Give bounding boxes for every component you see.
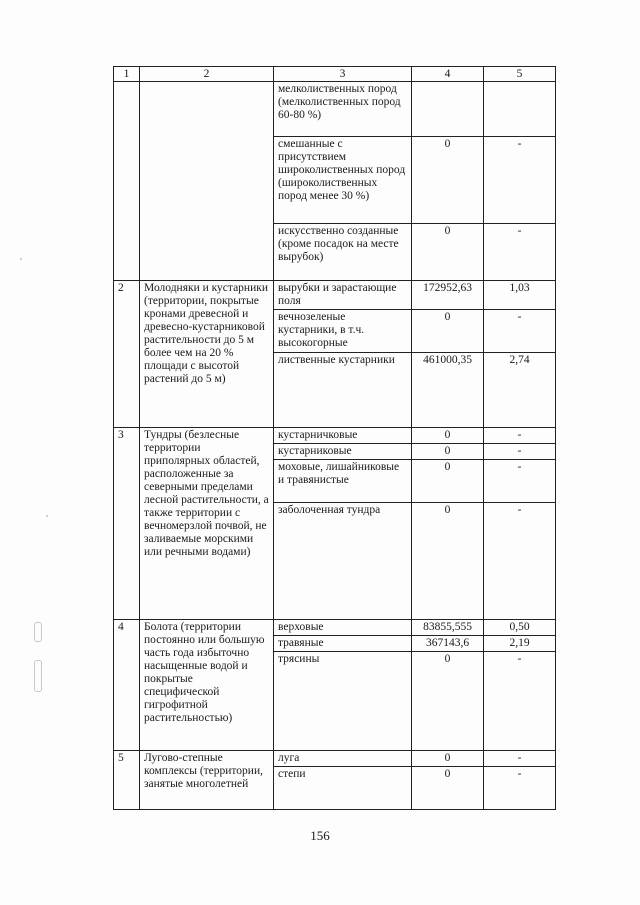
page-number: 156 — [310, 828, 330, 843]
column-header: 4 — [412, 67, 484, 82]
value-cell: 0 — [412, 652, 484, 751]
value-cell: 0 — [412, 444, 484, 460]
table-row — [114, 82, 556, 137]
percent-cell: 0,50 — [484, 620, 556, 636]
percent-cell: 1,03 — [484, 281, 556, 310]
subtype-cell: кустарничковые — [274, 428, 412, 444]
value-cell: 0 — [412, 503, 484, 620]
subtype-cell: кустарниковые — [274, 444, 412, 460]
percent-cell: - — [484, 751, 556, 767]
row-number-cell: 4 — [114, 620, 140, 751]
subtype-cell: верховые — [274, 620, 412, 636]
percent-cell: - — [484, 137, 556, 224]
subtype-cell: травяные — [274, 636, 412, 652]
subtype-cell: трясины — [274, 652, 412, 751]
value-cell: 0 — [412, 137, 484, 224]
column-header: 2 — [140, 67, 274, 82]
scan-artifact — [20, 258, 22, 260]
value-cell: 172952,63 — [412, 281, 484, 310]
scan-artifact — [34, 622, 42, 642]
subtype-cell: вечнозеленые кустарники, в т.ч. высокогорные — [274, 310, 412, 353]
subtype-cell: лиственные кустарники — [274, 353, 412, 428]
percent-cell: - — [484, 503, 556, 620]
percent-cell: 2,19 — [484, 636, 556, 652]
table-header-row — [114, 67, 556, 82]
percent-cell: - — [484, 428, 556, 444]
value-cell: 0 — [412, 751, 484, 767]
row-number-cell — [114, 82, 140, 281]
subtype-cell: моховые, лишайниковые и травянистые — [274, 460, 412, 503]
scan-artifact — [46, 515, 48, 517]
value-cell: 0 — [412, 224, 484, 281]
value-cell: 0 — [412, 460, 484, 503]
column-header: 1 — [114, 67, 140, 82]
value-cell — [412, 82, 484, 137]
subtype-cell: луга — [274, 751, 412, 767]
percent-cell — [484, 82, 556, 137]
value-cell: 0 — [412, 767, 484, 810]
row-number-cell: 3 — [114, 428, 140, 620]
data-table — [113, 66, 556, 810]
percent-cell: - — [484, 310, 556, 353]
value-cell: 83855,555 — [412, 620, 484, 636]
scan-artifact — [34, 660, 42, 692]
percent-cell: 2,74 — [484, 353, 556, 428]
subtype-cell: степи — [274, 767, 412, 810]
subtype-cell: вырубки и зарастающие поля — [274, 281, 412, 310]
category-name-cell: Болота (территории постоянно или большую часть года избыточно насыщенные водой и покрытые специфической гигрофитной растительностью) — [140, 620, 274, 751]
percent-cell: - — [484, 224, 556, 281]
column-header: 3 — [274, 67, 412, 82]
subtype-cell: искусственно созданные (кроме посадок на месте вырубок) — [274, 224, 412, 281]
table-row — [114, 281, 556, 310]
table-row — [114, 428, 556, 444]
value-cell: 367143,6 — [412, 636, 484, 652]
column-header: 5 — [484, 67, 556, 82]
category-name-cell: Тундры (безлесные территории приполярных областей, расположенные за северными пределами лесной растительности, а также территории с вечномерзлой почвой, не заливаемые морскими или речными водами) — [140, 428, 274, 620]
row-number-cell: 5 — [114, 751, 140, 810]
category-name-cell: Молодняки и кустарники (территории, покрытые кронами древесной и древесно-кустарниковой растительности до 5 м более чем на 20 % площади с высотой растений до 5 м) — [140, 281, 274, 428]
category-name-cell — [140, 82, 274, 281]
subtype-cell: смешанные с присутствием широколиственных пород (широколиственных пород менее 30 %) — [274, 137, 412, 224]
row-number-cell: 2 — [114, 281, 140, 428]
percent-cell: - — [484, 767, 556, 810]
value-cell: 0 — [412, 310, 484, 353]
subtype-cell: мелколиственных пород (мелколиственных пород 60-80 %) — [274, 82, 412, 137]
percent-cell: - — [484, 460, 556, 503]
category-name-cell: Лугово-степные комплексы (территории, занятые многолетней — [140, 751, 274, 810]
table-row — [114, 751, 556, 767]
value-cell: 0 — [412, 428, 484, 444]
subtype-cell: заболоченная тундра — [274, 503, 412, 620]
table-row — [114, 620, 556, 636]
percent-cell: - — [484, 444, 556, 460]
value-cell: 461000,35 — [412, 353, 484, 428]
percent-cell: - — [484, 652, 556, 751]
